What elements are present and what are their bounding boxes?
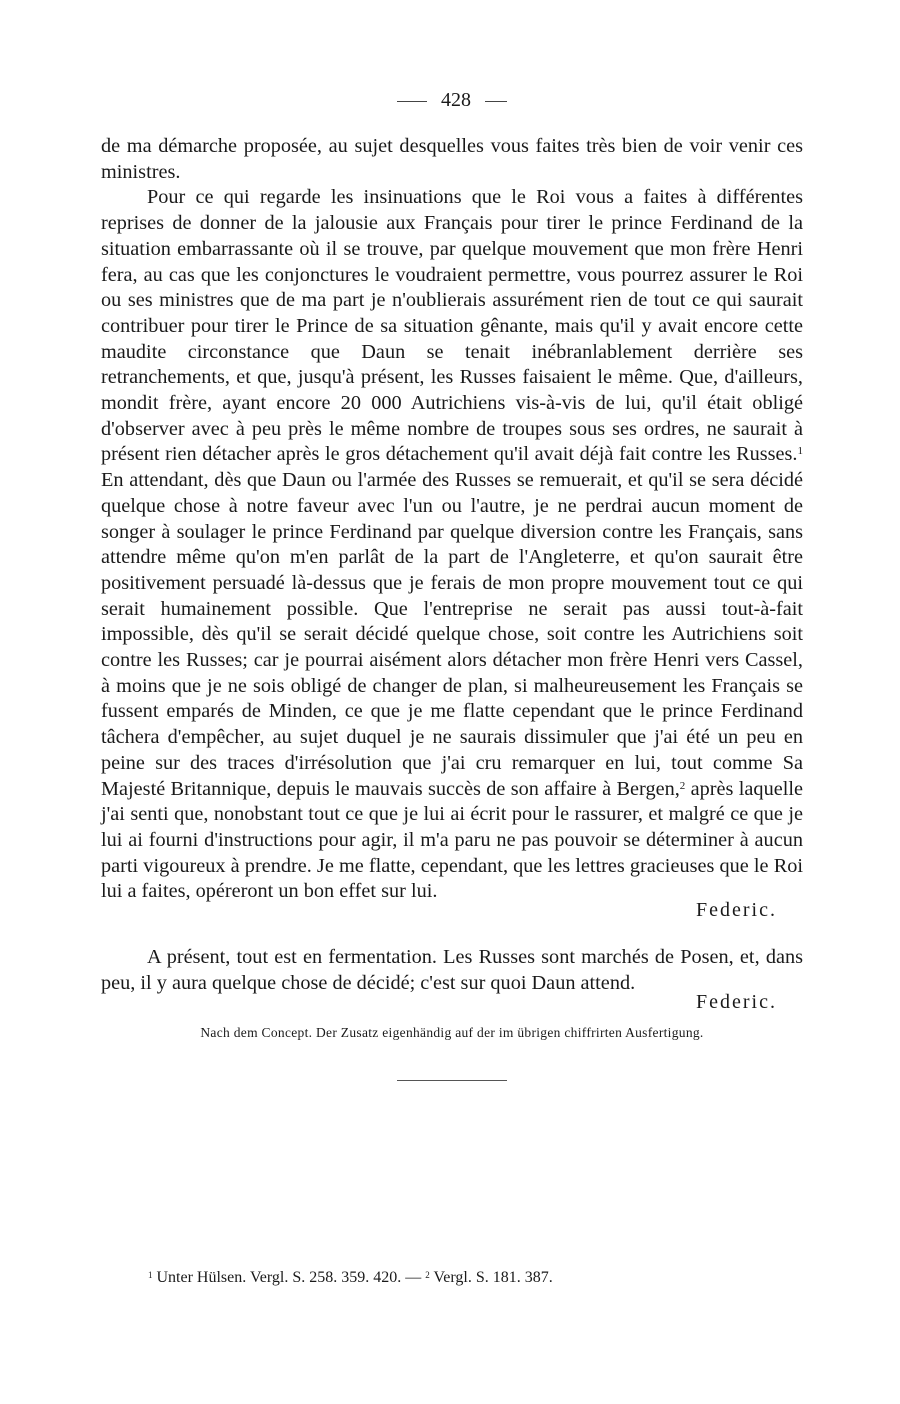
footnotes — [148, 1267, 553, 1289]
paragraph-continuation: de ma démarche proposée, au sujet desquelles vous faites très bien de voir venir ces ministres. — [101, 135, 803, 183]
page-number: 428 — [441, 89, 471, 111]
paragraph-main-part3: après laquelle j'ai senti que, nonobstant tout ce que je lui ai écrit pour le rassurer, et malgré ce que je lui ai fourni d'instructions pour agir, il m'a paru ne pas pouvoir se déterminer à aucun parti vigoureux à prendre. Je me flatte, cependant, que les lettres gracieuses que le Roi lui a faites, opéreront un bon effet sur lui. — [101, 777, 803, 903]
paragraph-main — [101, 185, 803, 905]
signature-first: Federic. — [696, 899, 777, 922]
footnote-separator — [397, 1080, 507, 1081]
header-dash-left — [397, 101, 427, 102]
footnote-marker-2: 2 — [425, 1270, 430, 1280]
header-dash-right — [485, 101, 507, 102]
page-content — [101, 86, 803, 1081]
footnote-ref-2[interactable]: 2 — [679, 779, 686, 792]
footnote-ref-1[interactable]: 1 — [797, 445, 803, 458]
spacer — [101, 923, 803, 945]
page-header — [101, 86, 803, 114]
signature-second: Federic. — [696, 990, 777, 1013]
paragraph-main-part1: Pour ce qui regarde les insinuations que le Roi vous a faites à différentes reprises de donner de la jalousie aux Français pour tirer le prince Ferdinand de la situation embarrassante où il se trouve, par quelque mouvement que mon frère Henri fera, au cas que les conjonctures le voudraient permettre, vous pourrez assurer le Roi ou ses ministres que de ma part je n'oublierais assurément rien de tout ce qui saurait contribuer pour tirer le Prince de sa situation gênante, mais qu'il y avait encore cette maudite circonstance que Daun se tenait inébranlablement derrière ses retranchements, et que, jusqu'à présent, les Russes faisaient le même. Que, d'ailleurs, mondit frère, ayant encore 20 000 Autrichiens vis-à-vis de lui, qu'il était obligé d'observer avec à peu près le même nombre de troupes sous ses ordres, ne saurait à présent rien détacher après le gros détachement qu'il avait déjà fait contre les Russes. — [101, 186, 803, 466]
paragraph-main-part2: En attendant, dès que Daun ou l'armée des Russes se remuerait, et qu'il se sera décidé quelque chose à notre faveur avec l'un ou l'autre, je ne perdrai aucun moment de songer à soulager le prince Ferdinand par quelque diversion contre les Français, sans attendre même qu'on m'en parlât de la part de l'Angleterre, et qu'on saurait être positivement persuadé là-dessus que je ferais de mon propre mouvement tout ce qui serait humainement possible. Que l'entreprise ne serait pas aussi tout-à-fait impossible, dès qu'il se serait décidé quelque chose, soit contre les Autrichiens soit contre les Russes; car je pourrai aisément alors détacher mon frère Henri vers Cassel, à moins que je ne sois obligé de changer de plan, si malheureusement les Français se fussent emparés de Minden, ce que je me flatte cependant que le prince Ferdinand tâchera d'empêcher, au sujet duquel je ne saurais dissimuler que j'ai été un peu en peine sur des traces d'irrésolution que j'ai cru remarquer en lui, tout comme Sa Majesté Britannique, depuis le mauvais succès de son affaire à Bergen, — [101, 469, 803, 800]
source-note: Nach dem Concept. Der Zusatz eigenhändig auf der im übrigen chiffrirten Ausfertigung. — [200, 1024, 704, 1040]
main-text — [101, 134, 803, 1015]
paragraph-postscript: A présent, tout est en fermentation. Les Russes sont marchés de Posen, et, dans peu, il y aura quelque chose de décidé; c'est sur quoi Daun attend. — [101, 946, 803, 994]
footnote-text-1: Unter Hülsen. Vergl. S. 258. 359. 420. — — [152, 1269, 426, 1286]
footnote-text-2: Vergl. S. 181. 387. — [429, 1269, 553, 1286]
footnote-marker-1: 1 — [148, 1270, 153, 1280]
